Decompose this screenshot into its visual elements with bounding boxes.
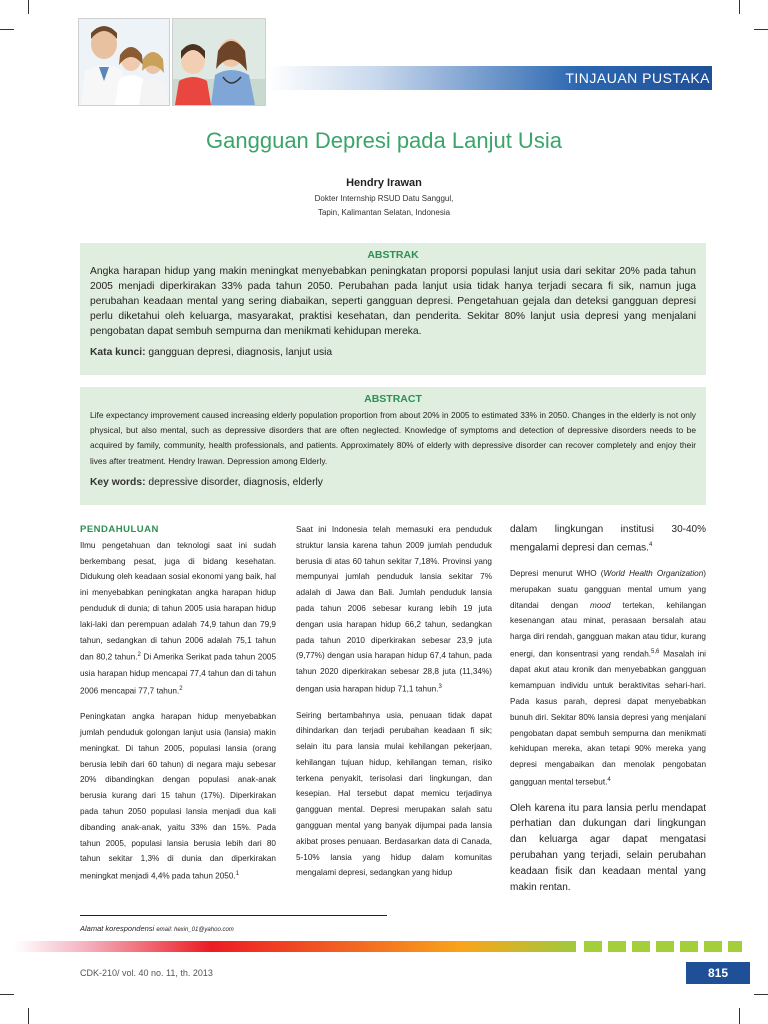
keywords-label: Key words:: [90, 476, 146, 488]
correspondence: [80, 924, 234, 933]
abstrak-heading: ABSTRAK: [367, 249, 419, 261]
section-label: TINJAUAN PUSTAKA: [565, 70, 710, 86]
paragraph: Depresi menurut WHO (World Health Organization) merupakan suatu gangguan mental umum yang ditandai dengan mood tertekan, kehilangan kesenangan atau minat, perasaan bersalah atau harga diri rendah, gangguan makan atau tidur, kurang energi, dan konsentrasi yang rendah.$^{5,6}$ Masalah ini dapat akut atau kronik dan menyebabkan gangguan kemampuan individu untuk beraktivitas sehari-hari. Pada kasus parah, depresi dapat menyebabkan bunuh diri. Sekitar 80% lansia depresi yang menjalani pengobatan dapat sembuh sempurna dan menikmati kehidupan mereka, akan tetapi 90% mereka yang depresi mengabaikan dan menolak pengobatan gangguan mental tersebut.$^4$: [510, 568, 706, 787]
crop-mark: [28, 0, 29, 14]
doctors-photo: [78, 18, 170, 106]
paragraph: Seiring bertambahnya usia, penuaan tidak dapat dihindarkan dan terjadi perubahan keadaan fi sik; selain itu para lansia mulai kehilangan pekerjaan, kehilangan tujuan hidup, kehilangan teman, risiko terkena penyakit, terisolasi dari lingkungan, dan kesepian. Hal tersebut dapat memicu terjadinya gangguan mental. Depresi merupakan salah satu gangguan mental yang banyak dijumpai pada lansia akibat proses penuaan. Berdasarkan data di Canada, 5-10% lansia yang hidup dalam komunitas mengalami depresi, sedangkan yang hidup: [296, 710, 492, 878]
section-heading: PENDAHULUAN: [80, 524, 159, 535]
crop-mark: [0, 29, 14, 30]
paragraph: Oleh karena itu para lansia perlu mendapat perhatian dan dukungan dari lingkungan dan keluarga agar dapat mengatasi perubahan yang terjadi, selain perubahan keadaan fisik dan keadaan mental yang makin rentan.: [510, 802, 706, 893]
footer-square: [728, 941, 742, 952]
footer-square: [704, 941, 722, 952]
author-name: Hendry Irawan: [346, 177, 422, 189]
correspondence-label: Alamat korespondensi: [80, 924, 155, 933]
author-affiliation: Dokter Internship RSUD Datu Sanggul,: [314, 194, 454, 203]
correspondence-email: email: hexin_01@yahoo.com: [156, 927, 234, 933]
article-title: Gangguan Depresi pada Lanjut Usia: [206, 128, 562, 153]
paragraph: Peningkatan angka harapan hidup menyebabkan jumlah penduduk golongan lanjut usia (lansia) makin meningkat. Di tahun 2005, populasi lansia (orang berusia lebih dari 60 tahun) di negara maju sebesar 20% dibandingkan dengan populasi anak-anak berusia kurang dari 15 tahun (17%). Diperkirakan pada tahun 2050 populasi lansia menjadi dua kali dibanding anak-anak, yaitu 33% dan 15%. Pada tahun 2005, populasi lansia berusia lebih dari 80 tahun sekitar 1,3% di dunia dan diperkirakan meningkat menjadi 4,4% pada tahun 2050.$^1$: [80, 712, 276, 881]
keywords-label: Kata kunci:: [90, 347, 146, 358]
abstrak-text: Angka harapan hidup yang makin meningkat menyebabkan peningkatan proporsi populasi lanjut usia dari sekitar 20% pada tahun 2005 menjadi diperkirakan 33% pada tahun 2050. Perubahan pada lanjut usia tidak hanya terjadi secara fi sik, namun juga perubahan keadaan mental yang sering diabaikan, seperti gangguan depresi. Pengetahuan gejala dan deteksi gangguan depresi perlu diketahui oleh keluarga, masyarakat, praktisi kesehatan, dan penderita. Sekitar 80% lanjut usia depresi yang menjalani pengobatan dapat sembuh sempurna dan menikmati kehidupan mereka.: [90, 266, 696, 337]
body-column-2: [296, 522, 492, 891]
footer-square: [584, 941, 602, 952]
nurse-patient-photo: [172, 18, 266, 106]
abstract-text: Life expectancy improvement caused increasing elderly population proportion from about 20% in 2005 to estimated 33% in 2050. Changes in the elderly is not only physical, but also mental, such as depressive disorders that are often neglected. Knowledge of symptoms and detection of depressive disorders needs to be acquired by family, community, health professionals, and patients. Approximately 80% of elderly with depressive disorder can recover completely and enjoy their lives after treatment. Hendry Irawan. Depression among Elderly.: [90, 410, 696, 466]
footer-square: [656, 941, 674, 952]
keywords-value: gangguan depresi, diagnosis, lanjut usia: [148, 347, 333, 358]
abstract-heading: ABSTRACT: [364, 393, 422, 405]
paragraph: Saat ini Indonesia telah memasuki era penduduk struktur lansia karena tahun 2009 jumlah penduduk berusia di atas 60 tahun sekitar 7,18%. Provinsi yang mempunyai jumlah penduduk lansia sekitar 7% adalah di Jawa dan Bali. Jumlah penduduk lansia pada tahun 2006 sebesar kurang lebih 19 juta dengan usia harapan hidup 66,2 tahun, sedangkan pada tahun 2010 diperkirakan sebesar 23,9 juta (9,77%) dengan usia harapan hidup 67,4 tahun, pada tahun 2020 diperkirakan sebesar 28,8 juta (11,34%) dengan usia harapan hidup 71,1 tahun.$^3$: [296, 525, 492, 694]
crop-mark: [754, 994, 768, 995]
abstrak-box: [80, 243, 706, 375]
body-column-1: [80, 522, 276, 895]
footer-square: [680, 941, 698, 952]
footer-color-bar: [14, 941, 576, 952]
crop-mark: [739, 1008, 740, 1024]
keywords-value: depressive disorder, diagnosis, elderly: [148, 476, 323, 488]
crop-mark: [28, 1008, 29, 1024]
footer-square: [608, 941, 626, 952]
paragraph: dalam lingkungan institusi 30-40% mengalami depresi dan cemas.$^4$: [510, 524, 706, 554]
body-column-3: [510, 522, 706, 905]
footnote-rule: [80, 915, 387, 916]
crop-mark: [754, 29, 768, 30]
author-affiliation: Tapin, Kalimantan Selatan, Indonesia: [317, 208, 451, 217]
journal-citation: CDK-210/ vol. 40 no. 11, th. 2013: [80, 968, 213, 978]
abstrak-keywords: [90, 347, 696, 358]
crop-mark: [0, 994, 14, 995]
footer-square: [632, 941, 650, 952]
abstract-keywords: [90, 477, 696, 488]
page-number: 815: [686, 962, 750, 984]
paragraph: Ilmu pengetahuan dan teknologi saat ini sudah berkembang pesat, juga di bidang kesehatan. Didukung oleh keadaan sosial ekonomi yang baik, hal ini menyebabkan peningkatan angka harapan hidup penduduk di dunia; di tahun 2005 usia harapan hidup laki-laki dan perempuan adalah 74,9 tahun dan 79,9 tahun, sedangkan di tahun 2006 adalah 75,1 tahun dan 80,2 tahun.$^2$ Di Amerika Serikat pada tahun 2005 usia harapan hidup mencapai 77,4 tahun dan di tahun 2006 mencapai 77,7 tahun.$^2$: [80, 540, 276, 696]
crop-mark: [739, 0, 740, 14]
abstract-box: [80, 387, 706, 505]
